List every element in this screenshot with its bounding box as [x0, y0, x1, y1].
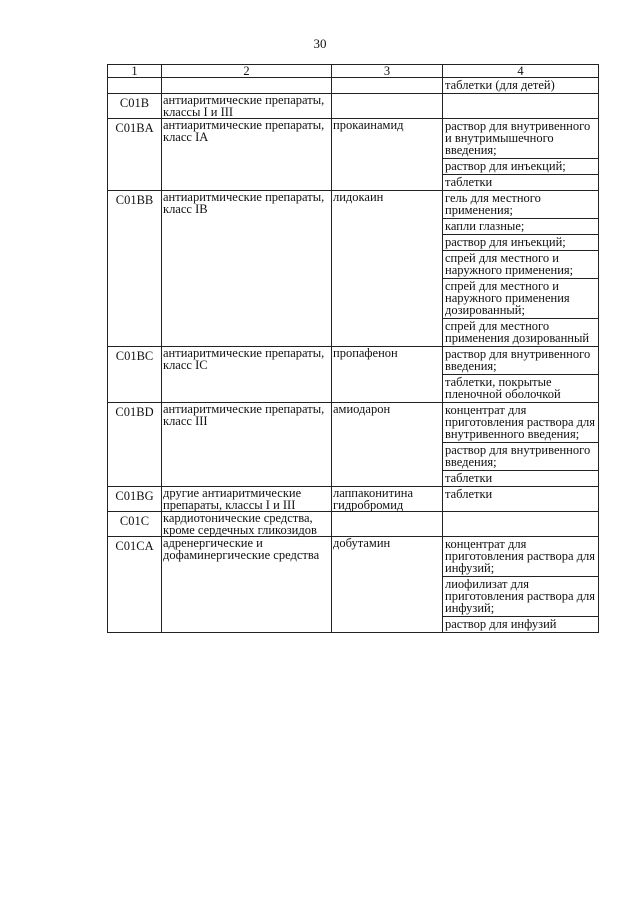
table-row: [108, 537, 599, 633]
dosage-form-item: таблетки: [445, 487, 493, 501]
table-row: [108, 191, 599, 347]
table-row: [108, 119, 599, 191]
dosage-form-item: таблетки (для детей): [445, 78, 555, 92]
dosage-form-item: спрей для местного и наружного применения дозированный;: [443, 279, 598, 319]
dosage-form-item: спрей для местного и наружного применения;: [443, 251, 598, 279]
drug-name-cell: пропафенон: [332, 347, 443, 403]
drug-name-cell: добутамин: [332, 537, 443, 633]
drug-name-cell: [332, 94, 443, 119]
drug-name-cell: [332, 78, 443, 94]
atc-code-cell: [108, 78, 162, 94]
group-name-cell: антиаритмические препараты, класс IC: [162, 347, 332, 403]
table-row: [108, 78, 599, 94]
dosage-forms-cell: [443, 537, 599, 633]
atc-code-cell: C01BC: [108, 347, 162, 403]
header-row: [108, 65, 599, 78]
group-name-cell: антиаритмические препараты, класс IB: [162, 191, 332, 347]
page-number: 30: [313, 36, 327, 51]
group-name-cell: другие антиаритмические препараты, классы I и III: [162, 487, 332, 512]
dosage-form-item: спрей для местного применения дозированный: [445, 319, 590, 345]
dosage-forms-cell: [443, 94, 599, 119]
atc-code-cell: C01B: [108, 94, 162, 119]
group-name-cell: антиаритмические препараты, класс IA: [162, 119, 332, 191]
drug-name-cell: прокаинамид: [332, 119, 443, 191]
dosage-form-item: гель для местного применения;: [443, 191, 598, 219]
dosage-form-item: раствор для инфузий: [445, 617, 557, 631]
table-row: [108, 94, 599, 119]
drug-name-cell: лаппаконитина гидробромид: [332, 487, 443, 512]
group-name-cell: кардиотонические средства, кроме сердечных гликозидов: [162, 512, 332, 537]
dosage-form-item: раствор для внутривенного введения;: [443, 347, 598, 375]
dosage-forms-cell: [443, 191, 599, 347]
dosage-form-item: [443, 94, 598, 109]
dosage-form-item: таблетки: [445, 471, 493, 485]
dosage-form-item: капли глазные;: [443, 219, 598, 235]
dosage-form-item: раствор для инъекций;: [443, 159, 598, 175]
dosage-form-item: раствор для инъекций;: [443, 235, 598, 251]
drug-name-cell: [332, 512, 443, 537]
dosage-form-item: концентрат для приготовления раствора для внутривенного введения;: [443, 403, 598, 443]
atc-code-cell: C01BB: [108, 191, 162, 347]
dosage-form-item: концентрат для приготовления раствора для инфузий;: [443, 537, 598, 577]
atc-code-cell: C01C: [108, 512, 162, 537]
header-col-2: 2: [162, 65, 332, 78]
drug-name-cell: лидокаин: [332, 191, 443, 347]
header-col-3: 3: [332, 65, 443, 78]
header-col-4: 4: [443, 65, 599, 78]
drug-table: [107, 64, 599, 633]
atc-code-cell: C01BA: [108, 119, 162, 191]
group-name-cell: адренергические и дофаминергические средства: [162, 537, 332, 633]
table-header: [108, 65, 599, 78]
dosage-form-item: таблетки: [445, 175, 493, 189]
table-body: [108, 78, 599, 633]
dosage-form-item: раствор для внутривенного введения;: [443, 443, 598, 471]
header-col-1: 1: [108, 65, 162, 78]
table-row: [108, 347, 599, 403]
group-name-cell: [162, 78, 332, 94]
dosage-forms-cell: [443, 512, 599, 537]
dosage-forms-cell: [443, 347, 599, 403]
group-name-cell: антиаритмические препараты, классы I и III: [162, 94, 332, 119]
dosage-forms-cell: [443, 487, 599, 512]
atc-code-cell: C01CA: [108, 537, 162, 633]
atc-code-cell: C01BG: [108, 487, 162, 512]
table-row: [108, 512, 599, 537]
dosage-forms-cell: [443, 119, 599, 191]
table-row: [108, 487, 599, 512]
drug-name-cell: амиодарон: [332, 403, 443, 487]
dosage-form-item: раствор для внутривенного и внутримышечного введения;: [443, 119, 598, 159]
dosage-form-item: [443, 512, 598, 527]
dosage-form-item: лиофилизат для приготовления раствора для инфузий;: [443, 577, 598, 617]
dosage-form-item: таблетки, покрытые пленочной оболочкой: [445, 375, 561, 401]
dosage-forms-cell: [443, 403, 599, 487]
table-row: [108, 403, 599, 487]
group-name-cell: антиаритмические препараты, класс III: [162, 403, 332, 487]
atc-code-cell: C01BD: [108, 403, 162, 487]
dosage-forms-cell: [443, 78, 599, 94]
